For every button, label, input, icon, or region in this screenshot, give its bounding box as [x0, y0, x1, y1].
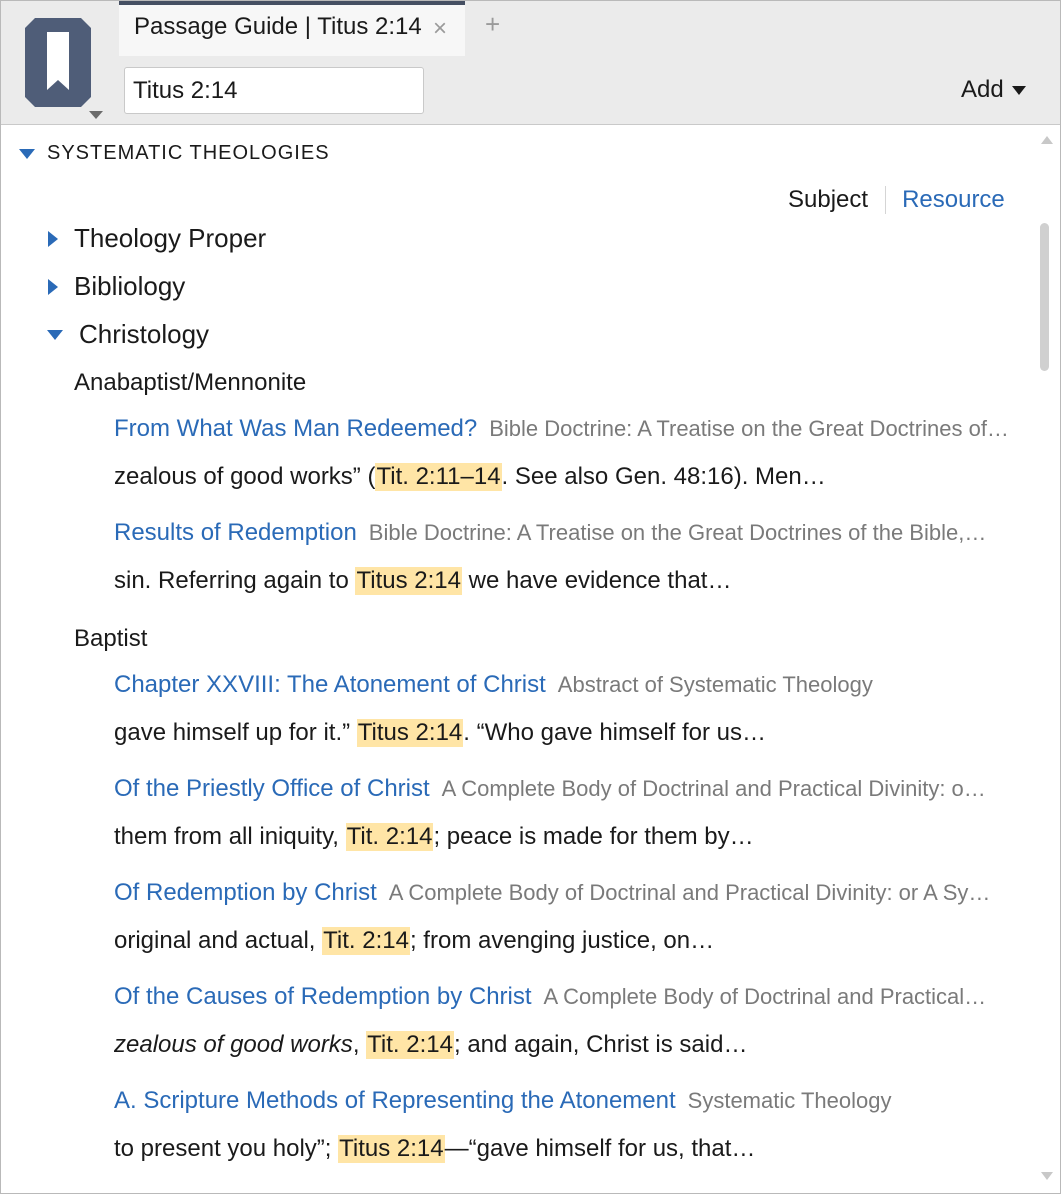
- result-title-row: [114, 671, 1009, 699]
- result-title-row: [114, 519, 1009, 547]
- scroll-up-icon[interactable]: [1041, 136, 1053, 144]
- toggle-divider: [885, 186, 886, 214]
- toggle-resource[interactable]: Resource: [902, 186, 1005, 213]
- topic-bibliology[interactable]: [48, 271, 185, 302]
- resource-title[interactable]: Bible Doctrine: A Treatise on the Great Doctrines of the Bible,…: [368, 520, 987, 545]
- resource-title[interactable]: Abstract of Systematic Theology: [557, 672, 873, 697]
- verse-reference-highlight[interactable]: Tit. 2:14: [322, 927, 410, 955]
- tab-title: Passage Guide | Titus 2:14: [134, 13, 422, 40]
- article-link[interactable]: From What Was Man Redeemed?: [114, 415, 478, 442]
- result-snippet: [114, 719, 1009, 747]
- tradition-heading: Anabaptist/Mennonite: [74, 369, 307, 396]
- snippet-text: we have evidence that…: [461, 567, 732, 594]
- result-snippet: [114, 927, 1009, 955]
- verse-reference-highlight[interactable]: Tit. 2:14: [346, 823, 434, 851]
- article-link[interactable]: Of the Priestly Office of Christ: [114, 775, 430, 802]
- tradition-heading: Baptist: [74, 625, 148, 652]
- resource-title[interactable]: A Complete Body of Doctrinal and Practical Divinity: o…: [441, 776, 986, 801]
- collapse-triangle-icon[interactable]: [47, 330, 63, 340]
- snippet-text: gave himself up for it.”: [114, 719, 357, 746]
- resource-title[interactable]: A Complete Body of Doctrinal and Practical…: [543, 984, 987, 1009]
- snippet-text: ; from avenging justice, on…: [409, 927, 715, 954]
- chevron-down-icon: [1012, 86, 1026, 95]
- article-link[interactable]: Results of Redemption: [114, 519, 357, 546]
- article-link[interactable]: Of the Causes of Redemption by Christ: [114, 983, 532, 1010]
- snippet-text: to present you holy”;: [114, 1135, 339, 1162]
- add-button[interactable]: [961, 73, 1026, 107]
- view-toggle: [788, 186, 1005, 214]
- snippet-text: . “Who gave himself for us…: [463, 719, 767, 746]
- topic-theology-proper[interactable]: [48, 223, 266, 254]
- section-systematic-theologies[interactable]: [19, 142, 330, 165]
- topic-label: Bibliology: [74, 271, 186, 301]
- expand-triangle-icon[interactable]: [48, 279, 58, 295]
- result-snippet: [114, 463, 1009, 491]
- panel-menu[interactable]: [1, 1, 119, 125]
- snippet-text: zealous of good works” (: [114, 463, 376, 490]
- panel-header: [1, 1, 1061, 125]
- snippet-text: ; peace is made for them by…: [433, 823, 754, 850]
- panel-menu-caret-icon[interactable]: [89, 111, 103, 119]
- verse-reference-highlight[interactable]: Titus 2:14: [355, 567, 462, 595]
- result-snippet: [114, 567, 1009, 595]
- result-snippet: [114, 823, 1009, 851]
- result-title-row: [114, 879, 1009, 907]
- snippet-text: original and actual,: [114, 927, 323, 954]
- logos-bookmark-logo[interactable]: [25, 18, 91, 107]
- verse-reference-highlight[interactable]: Tit. 2:11–14: [375, 463, 501, 491]
- result-snippet: [114, 1135, 1009, 1163]
- topic-christology[interactable]: [48, 319, 209, 350]
- close-tab-icon[interactable]: ×: [433, 15, 448, 42]
- snippet-text: —“gave himself for us, that…: [444, 1135, 756, 1162]
- verse-reference-highlight[interactable]: Titus 2:14: [338, 1135, 445, 1163]
- result-snippet: [114, 1031, 1009, 1059]
- snippet-text: ,: [352, 1031, 367, 1058]
- article-link[interactable]: Chapter XXVIII: The Atonement of Christ: [114, 671, 546, 698]
- snippet-text: them from all iniquity,: [114, 823, 346, 850]
- scroll-down-icon[interactable]: [1041, 1172, 1053, 1180]
- collapse-triangle-icon[interactable]: [19, 149, 35, 159]
- resource-title[interactable]: Bible Doctrine: A Treatise on the Great Doctrines of…: [489, 416, 1009, 441]
- snippet-text: sin. Referring again to: [114, 567, 356, 594]
- result-title-row: [114, 415, 1009, 443]
- expand-triangle-icon[interactable]: [48, 231, 58, 247]
- reference-input[interactable]: [124, 67, 424, 114]
- snippet-text: zealous of good works: [114, 1031, 353, 1058]
- add-tab-icon[interactable]: +: [485, 9, 501, 39]
- verse-reference-highlight[interactable]: Tit. 2:14: [366, 1031, 454, 1059]
- resource-title[interactable]: A Complete Body of Doctrinal and Practical Divinity: or A Sy…: [388, 880, 991, 905]
- article-link[interactable]: A. Scripture Methods of Representing the Atonement: [114, 1087, 676, 1114]
- add-button-label: Add: [961, 76, 1004, 103]
- topic-label: Theology Proper: [74, 223, 267, 253]
- verse-reference-highlight[interactable]: Titus 2:14: [357, 719, 464, 747]
- snippet-text: ; and again, Christ is said…: [453, 1031, 748, 1058]
- resource-title[interactable]: Systematic Theology: [687, 1088, 892, 1113]
- result-title-row: [114, 775, 1009, 803]
- section-title: SYSTEMATIC THEOLOGIES: [47, 142, 330, 164]
- topic-label: Christology: [79, 319, 210, 349]
- scrollbar-thumb[interactable]: [1040, 223, 1049, 371]
- vertical-scrollbar[interactable]: [1031, 126, 1061, 1194]
- snippet-text: . See also Gen. 48:16). Men…: [501, 463, 826, 490]
- article-link[interactable]: Of Redemption by Christ: [114, 879, 377, 906]
- tab-passage-guide[interactable]: [119, 1, 465, 56]
- guide-content: [1, 126, 1031, 1194]
- result-title-row: [114, 983, 1009, 1011]
- result-title-row: [114, 1087, 1009, 1115]
- toggle-subject[interactable]: Subject: [788, 186, 869, 213]
